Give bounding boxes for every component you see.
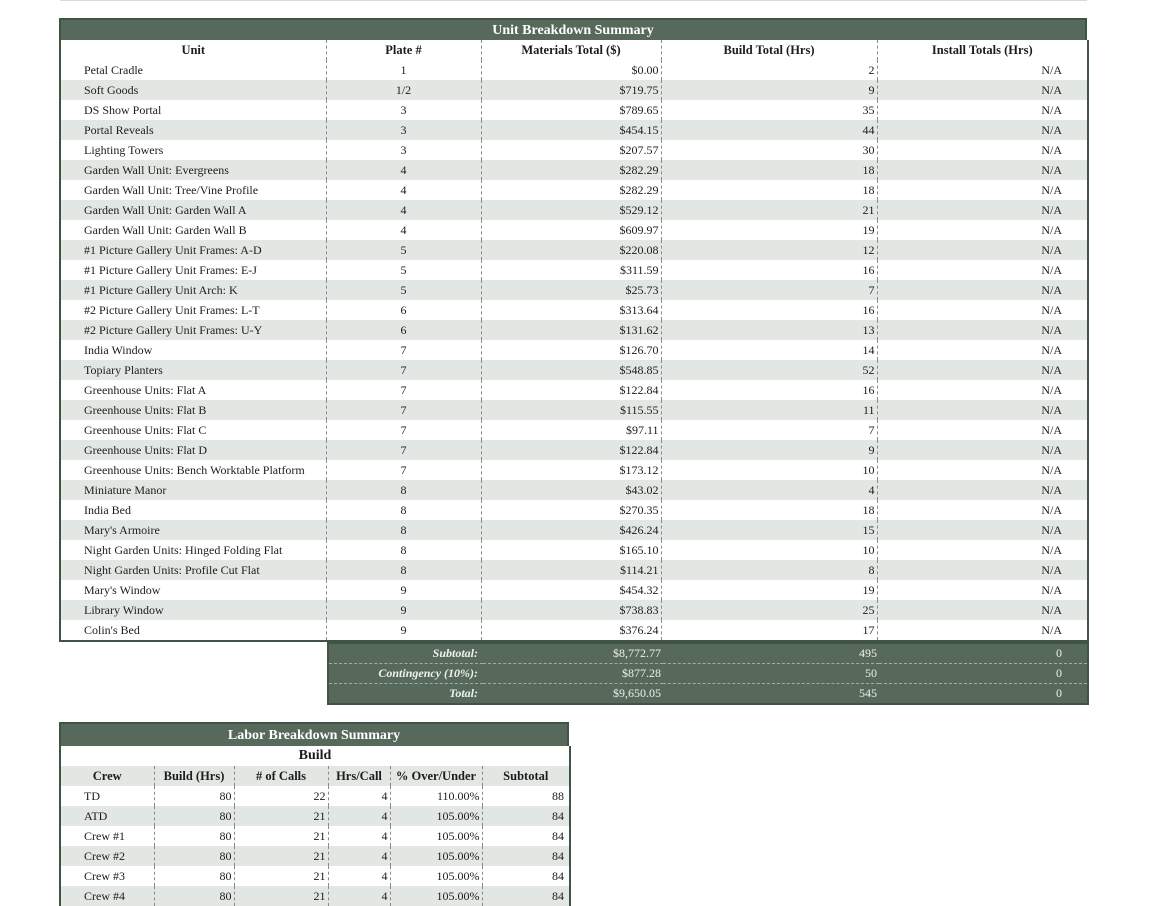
subtotal-col-header: Subtotal — [482, 766, 570, 786]
unit-name-cell: Topiary Planters — [60, 360, 326, 380]
materials-cell: $282.29 — [481, 180, 661, 200]
table-row — [60, 360, 1088, 380]
table-row — [60, 500, 1088, 520]
unit-name-cell: Mary's Armoire — [60, 520, 326, 540]
table-row — [60, 480, 1088, 500]
plate-cell: 5 — [326, 260, 481, 280]
build-cell: 2 — [661, 60, 877, 80]
calls-cell: 21 — [234, 846, 328, 866]
calls-cell: 21 — [234, 826, 328, 846]
table-row — [60, 460, 1088, 480]
unit-name-cell: Portal Reveals — [60, 120, 326, 140]
unit-name-cell: Greenhouse Units: Flat C — [84, 422, 207, 437]
crew-col-header: Crew — [60, 766, 154, 786]
plate-cell: 3 — [326, 140, 481, 160]
materials-cell: $454.32 — [481, 580, 661, 600]
build-cell: 17 — [661, 620, 877, 641]
hrs-call-cell: 4 — [328, 826, 390, 846]
build-cell: 16 — [661, 260, 877, 280]
build-cell: 11 — [661, 400, 877, 420]
table-row — [60, 866, 570, 886]
install-cell: N/A — [877, 440, 1088, 460]
plate-cell: 8 — [326, 540, 481, 560]
install-cell: N/A — [877, 80, 1088, 100]
table-row — [60, 260, 1088, 280]
install-cell: N/A — [877, 100, 1088, 120]
build-cell: 7 — [661, 420, 877, 440]
totals-install: 0 — [1056, 686, 1062, 700]
build-hrs-cell: 80 — [154, 846, 234, 866]
install-cell: N/A — [877, 580, 1088, 600]
unit-name-cell: Greenhouse Units: Flat B — [60, 400, 326, 420]
install-cell: N/A — [877, 200, 1088, 220]
materials-cell: $97.11 — [481, 420, 661, 440]
materials-cell: $25.73 — [481, 280, 661, 300]
unit-name-cell: #2 Picture Gallery Unit Frames: U-Y — [60, 320, 326, 340]
unit-name-cell: Greenhouse Units: Flat D — [60, 440, 326, 460]
unit-name-cell: Garden Wall Unit: Garden Wall A — [60, 200, 326, 220]
build-cell: 19 — [661, 220, 877, 240]
unit-name-cell: #2 Picture Gallery Unit Frames: L-T — [84, 302, 260, 317]
plate-cell: 7 — [326, 400, 481, 420]
unit-breakdown-summary — [59, 18, 1087, 642]
build-cell: 10 — [661, 540, 877, 560]
build-cell: 44 — [661, 120, 877, 140]
materials-cell: $529.12 — [481, 200, 661, 220]
totals-label: Subtotal: — [432, 646, 478, 660]
build-cell: 52 — [661, 360, 877, 380]
table-row — [60, 240, 1088, 260]
totals-body — [328, 643, 1088, 704]
build-cell: 30 — [661, 140, 877, 160]
table-row — [60, 420, 1088, 440]
plate-cell: 3 — [326, 120, 481, 140]
table-row — [60, 520, 1088, 540]
install-cell: N/A — [877, 420, 1088, 440]
labor-header-row — [60, 766, 570, 786]
build-cell: 25 — [661, 600, 877, 620]
plate-cell: 4 — [326, 220, 481, 240]
build-cell: 16 — [661, 380, 877, 400]
table-row — [60, 620, 1088, 641]
install-cell: N/A — [877, 360, 1088, 380]
unit-totals — [327, 642, 1087, 705]
unit-name-cell: Library Window — [60, 600, 326, 620]
install-cell: N/A — [877, 500, 1088, 520]
unit-header-row — [60, 40, 1088, 60]
materials-cell: $426.24 — [481, 520, 661, 540]
materials-cell: $114.21 — [481, 560, 661, 580]
table-row — [60, 580, 1088, 600]
subtotal-cell: 84 — [482, 806, 570, 826]
crew-cell: Crew #3 — [84, 868, 125, 883]
materials-col-header: Materials Total ($) — [481, 40, 661, 60]
install-cell: N/A — [877, 140, 1088, 160]
plate-cell: 7 — [326, 420, 481, 440]
build-hrs-cell: 80 — [154, 886, 234, 906]
subtotal-cell: 88 — [482, 786, 570, 806]
unit-name-cell: Mary's Window — [84, 582, 161, 597]
totals-row — [328, 643, 1088, 664]
materials-cell: $738.83 — [481, 600, 661, 620]
unit-name-cell: India Window — [84, 342, 153, 357]
materials-cell: $43.02 — [481, 480, 661, 500]
totals-build: 50 — [663, 664, 879, 684]
hrs-call-cell: 4 — [328, 846, 390, 866]
table-row — [60, 220, 1088, 240]
over-under-cell: 105.00% — [390, 826, 482, 846]
unit-name-cell: Night Garden Units: Hinged Folding Flat — [84, 542, 283, 557]
plate-col-header: Plate # — [326, 40, 481, 60]
totals-label: Contingency (10%): — [328, 664, 483, 684]
install-cell: N/A — [877, 380, 1088, 400]
unit-name-cell: #1 Picture Gallery Unit Arch: K — [60, 280, 326, 300]
totals-materials: $877.28 — [483, 664, 663, 684]
subtotal-cell: 84 — [482, 826, 570, 846]
plate-cell: 8 — [326, 500, 481, 520]
materials-cell: $122.84 — [481, 440, 661, 460]
unit-name-cell: Night Garden Units: Profile Cut Flat — [60, 560, 326, 580]
build-cell: 35 — [661, 100, 877, 120]
build-cell: 21 — [661, 200, 877, 220]
hrs-call-cell: 4 — [328, 786, 390, 806]
build-hrs-cell: 80 — [154, 826, 234, 846]
install-cell: N/A — [877, 60, 1088, 80]
unit-name-cell: Petal Cradle — [84, 62, 143, 77]
materials-cell: $719.75 — [481, 80, 661, 100]
materials-cell: $126.70 — [481, 340, 661, 360]
table-row — [60, 180, 1088, 200]
build-cell: 9 — [661, 440, 877, 460]
unit-name-cell: Greenhouse Units: Bench Worktable Platform — [84, 462, 305, 477]
install-cell: N/A — [877, 400, 1088, 420]
calls-cell: 21 — [234, 886, 328, 906]
table-row — [60, 80, 1088, 100]
calls-cell: 21 — [234, 806, 328, 826]
materials-cell: $282.29 — [481, 160, 661, 180]
labor-section-label: Build — [298, 748, 332, 763]
subtotal-cell: 84 — [482, 846, 570, 866]
install-cell: N/A — [877, 520, 1088, 540]
unit-name-cell: Soft Goods — [60, 80, 326, 100]
top-divider — [60, 0, 1087, 1]
table-row — [60, 886, 570, 906]
hrs-call-cell: 4 — [328, 886, 390, 906]
build-cell: 7 — [661, 280, 877, 300]
totals-row — [328, 684, 1088, 705]
install-cell: N/A — [877, 600, 1088, 620]
materials-cell: $270.35 — [481, 500, 661, 520]
unit-name-cell: India Bed — [84, 502, 131, 517]
crew-cell: Crew #1 — [84, 828, 125, 843]
labor-summary-title: Labor Breakdown Summary — [59, 722, 569, 746]
hrs-call-col-header: Hrs/Call — [328, 766, 390, 786]
plate-cell: 4 — [326, 160, 481, 180]
crew-cell: TD — [84, 788, 100, 803]
build-cell: 16 — [661, 300, 877, 320]
plate-cell: 6 — [326, 300, 481, 320]
plate-cell: 7 — [326, 340, 481, 360]
install-cell: N/A — [877, 460, 1088, 480]
materials-cell: $115.55 — [481, 400, 661, 420]
plate-cell: 8 — [326, 520, 481, 540]
plate-cell: 9 — [326, 580, 481, 600]
over-under-cell: 105.00% — [390, 866, 482, 886]
build-cell: 10 — [661, 460, 877, 480]
build-cell: 14 — [661, 340, 877, 360]
plate-cell: 1 — [326, 60, 481, 80]
install-cell: N/A — [877, 160, 1088, 180]
table-row — [60, 540, 1088, 560]
unit-name-cell: #1 Picture Gallery Unit Frames: E-J — [84, 262, 257, 277]
table-row — [60, 400, 1088, 420]
table-row — [60, 340, 1088, 360]
crew-cell: Crew #4 — [60, 886, 154, 906]
plate-cell: 7 — [326, 380, 481, 400]
plate-cell: 9 — [326, 620, 481, 641]
materials-cell: $122.84 — [481, 380, 661, 400]
table-row — [60, 160, 1088, 180]
build-cell: 8 — [661, 560, 877, 580]
totals-build: 495 — [859, 646, 877, 660]
crew-cell: ATD — [60, 806, 154, 826]
table-row — [60, 380, 1088, 400]
labor-breakdown-summary — [59, 722, 569, 906]
over-under-cell: 110.00% — [390, 786, 482, 806]
over-under-cell: 105.00% — [390, 886, 482, 906]
build-cell: 15 — [661, 520, 877, 540]
materials-cell: $454.15 — [481, 120, 661, 140]
materials-cell: $311.59 — [481, 260, 661, 280]
materials-cell: $220.08 — [481, 240, 661, 260]
table-row — [60, 846, 570, 866]
materials-cell: $173.12 — [481, 460, 661, 480]
plate-cell: 5 — [326, 280, 481, 300]
install-cell: N/A — [877, 280, 1088, 300]
totals-materials: $8,772.77 — [613, 646, 661, 660]
totals-materials: $9,650.05 — [613, 686, 661, 700]
unit-name-cell: Colin's Bed — [60, 620, 326, 641]
unit-name-cell: #1 Picture Gallery Unit Frames: A-D — [60, 240, 326, 260]
calls-cell: 21 — [234, 866, 328, 886]
materials-cell: $131.62 — [481, 320, 661, 340]
totals-row — [328, 664, 1088, 684]
build-hrs-cell: 80 — [154, 806, 234, 826]
plate-cell: 9 — [326, 600, 481, 620]
hrs-call-cell: 4 — [328, 806, 390, 826]
over-under-cell: 105.00% — [390, 806, 482, 826]
install-cell: N/A — [877, 220, 1088, 240]
unit-name-cell: Greenhouse Units: Flat A — [84, 382, 207, 397]
plate-cell: 6 — [326, 320, 481, 340]
materials-cell: $0.00 — [481, 60, 661, 80]
table-row — [60, 140, 1088, 160]
materials-cell: $548.85 — [481, 360, 661, 380]
table-row — [60, 600, 1088, 620]
labor-section-row — [60, 746, 570, 766]
materials-cell: $609.97 — [481, 220, 661, 240]
plate-cell: 3 — [326, 100, 481, 120]
unit-name-cell: Lighting Towers — [84, 142, 164, 157]
build-cell: 12 — [661, 240, 877, 260]
table-row — [60, 60, 1088, 80]
materials-cell: $376.24 — [481, 620, 661, 641]
table-row — [60, 320, 1088, 340]
plate-cell: 7 — [326, 440, 481, 460]
totals-label: Total: — [449, 686, 478, 700]
build-hrs-cell: 80 — [154, 786, 234, 806]
table-row — [60, 280, 1088, 300]
table-row — [60, 440, 1088, 460]
totals-build: 545 — [859, 686, 877, 700]
unit-table-body — [60, 60, 1088, 641]
plate-cell: 8 — [326, 560, 481, 580]
hrs-call-cell: 4 — [328, 866, 390, 886]
install-cell: N/A — [877, 180, 1088, 200]
totals-install: 0 — [879, 664, 1088, 684]
labor-table — [59, 746, 571, 906]
build-cell: 19 — [661, 580, 877, 600]
build-cell: 13 — [661, 320, 877, 340]
plate-cell: 1/2 — [326, 80, 481, 100]
build-cell: 4 — [661, 480, 877, 500]
build-hrs-col-header: Build (Hrs) — [154, 766, 234, 786]
install-cell: N/A — [877, 620, 1088, 641]
build-cell: 9 — [661, 80, 877, 100]
calls-col-header: # of Calls — [234, 766, 328, 786]
table-row — [60, 100, 1088, 120]
build-cell: 18 — [661, 160, 877, 180]
unit-name-cell: Garden Wall Unit: Tree/Vine Profile — [84, 182, 259, 197]
plate-cell: 4 — [326, 180, 481, 200]
install-cell: N/A — [877, 240, 1088, 260]
install-cell: N/A — [877, 260, 1088, 280]
install-cell: N/A — [877, 320, 1088, 340]
labor-table-body — [60, 786, 570, 906]
subtotal-cell: 84 — [482, 886, 570, 906]
unit-name-cell: Miniature Manor — [60, 480, 326, 500]
table-row — [60, 200, 1088, 220]
unit-name-cell: Garden Wall Unit: Evergreens — [60, 160, 326, 180]
table-row — [60, 560, 1088, 580]
materials-cell: $165.10 — [481, 540, 661, 560]
build-cell: 18 — [661, 180, 877, 200]
install-col-header: Install Totals (Hrs) — [877, 40, 1088, 60]
calls-cell: 22 — [234, 786, 328, 806]
materials-cell: $789.65 — [481, 100, 661, 120]
install-cell: N/A — [877, 560, 1088, 580]
install-cell: N/A — [877, 300, 1088, 320]
totals-install: 0 — [1056, 646, 1062, 660]
table-row — [60, 826, 570, 846]
table-row — [60, 786, 570, 806]
unit-name-cell: DS Show Portal — [84, 102, 162, 117]
unit-col-header: Unit — [181, 42, 206, 57]
plate-cell: 8 — [326, 480, 481, 500]
totals-table — [327, 642, 1089, 705]
build-hrs-cell: 80 — [154, 866, 234, 886]
unit-summary-title: Unit Breakdown Summary — [59, 18, 1087, 40]
install-cell: N/A — [877, 120, 1088, 140]
unit-table — [59, 40, 1089, 642]
build-cell: 18 — [661, 500, 877, 520]
table-row — [60, 120, 1088, 140]
table-row — [60, 300, 1088, 320]
build-col-header: Build Total (Hrs) — [661, 40, 877, 60]
install-cell: N/A — [877, 340, 1088, 360]
plate-cell: 7 — [326, 460, 481, 480]
materials-cell: $207.57 — [481, 140, 661, 160]
plate-cell: 4 — [326, 200, 481, 220]
unit-name-cell: Garden Wall Unit: Garden Wall B — [84, 222, 247, 237]
install-cell: N/A — [877, 540, 1088, 560]
crew-cell: Crew #2 — [60, 846, 154, 866]
materials-cell: $313.64 — [481, 300, 661, 320]
plate-cell: 5 — [326, 240, 481, 260]
over-under-cell: 105.00% — [390, 846, 482, 866]
subtotal-cell: 84 — [482, 866, 570, 886]
table-row — [60, 806, 570, 826]
over-under-col-header: % Over/Under — [390, 766, 482, 786]
install-cell: N/A — [877, 480, 1088, 500]
plate-cell: 7 — [326, 360, 481, 380]
